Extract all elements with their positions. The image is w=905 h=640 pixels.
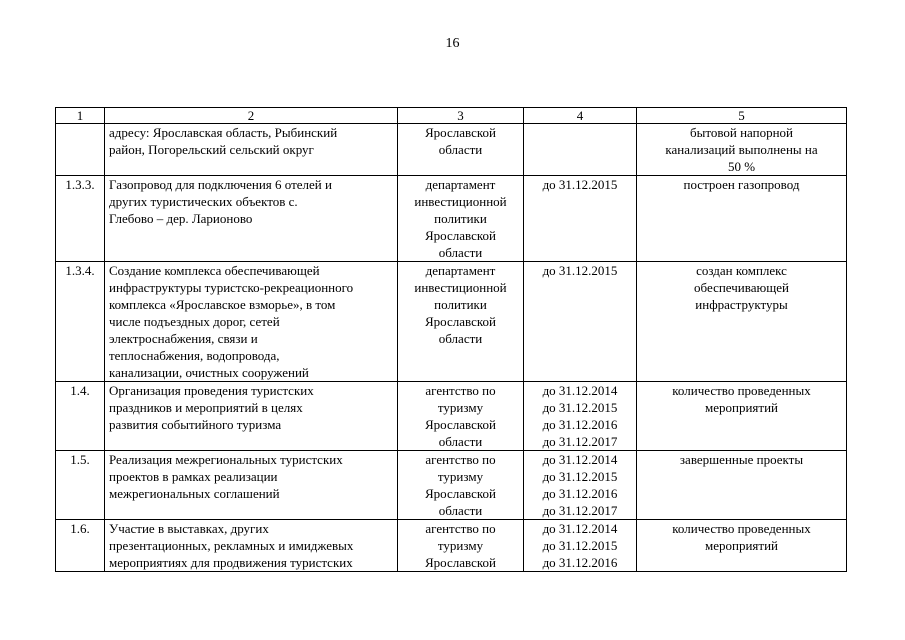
table-row [56,520,847,572]
row-description: Участие в выставках, других презентационных, рекламных и имиджевых мероприятиях для продвижения туристских [105,520,398,572]
row-number: 1.4. [56,382,105,451]
row-number: 1.6. [56,520,105,572]
row-executor: агентство по туризму Ярославской области [398,451,524,520]
row-deadline: до 31.12.2014 до 31.12.2015 до 31.12.2016 до 31.12.2017 [524,382,637,451]
row-description: Создание комплекса обеспечивающей инфраструктуры туристско-рекреационного комплекса «Ярославское взморье», в том числе подъездных дорог, сетей электроснабжения, связи и теплоснабжения, водопровода, канализации, очистных сооружений [105,262,398,382]
row-description: адресу: Ярославская область, Рыбинский район, Погорельский сельский округ [105,124,398,176]
row-result: количество проведенных мероприятий [637,520,847,572]
table-row [56,124,847,176]
row-executor: агентство по туризму Ярославской области [398,382,524,451]
page-number: 16 [445,36,460,51]
row-result: бытовой напорной канализаций выполнены на 50 % [637,124,847,176]
row-deadline: до 31.12.2015 [524,176,637,262]
header-cell-2: 2 [105,108,398,124]
row-description: Реализация межрегиональных туристских проектов в рамках реализации межрегиональных соглашений [105,451,398,520]
header-cell-1: 1 [56,108,105,124]
row-deadline [524,124,637,176]
table-row [56,176,847,262]
measures-table [55,107,847,572]
row-description: Организация проведения туристских праздников и мероприятий в целях развития событийного туризма [105,382,398,451]
row-deadline: до 31.12.2015 [524,262,637,382]
row-executor: агентство по туризму Ярославской [398,520,524,572]
header-cell-4: 4 [524,108,637,124]
row-deadline: до 31.12.2014 до 31.12.2015 до 31.12.2016 до 31.12.2017 [524,451,637,520]
row-executor: Ярославской области [398,124,524,176]
row-number: 1.3.3. [56,176,105,262]
header-cell-3: 3 [398,108,524,124]
row-executor: департамент инвестиционной политики Ярославской области [398,176,524,262]
table-row [56,262,847,382]
row-number: 1.5. [56,451,105,520]
row-result: создан комплекс обеспечивающей инфраструктуры [637,262,847,382]
header-cell-5: 5 [637,108,847,124]
table-row [56,451,847,520]
table-row [56,382,847,451]
row-description: Газопровод для подключения 6 отелей и других туристических объектов с. Глебово – дер. Ларионово [105,176,398,262]
row-executor: департамент инвестиционной политики Ярославской области [398,262,524,382]
row-number: 1.3.4. [56,262,105,382]
row-result: построен газопровод [637,176,847,262]
table-header-row [56,108,847,124]
row-result: завершенные проекты [637,451,847,520]
row-number [56,124,105,176]
row-deadline: до 31.12.2014 до 31.12.2015 до 31.12.2016 [524,520,637,572]
row-result: количество проведенных мероприятий [637,382,847,451]
